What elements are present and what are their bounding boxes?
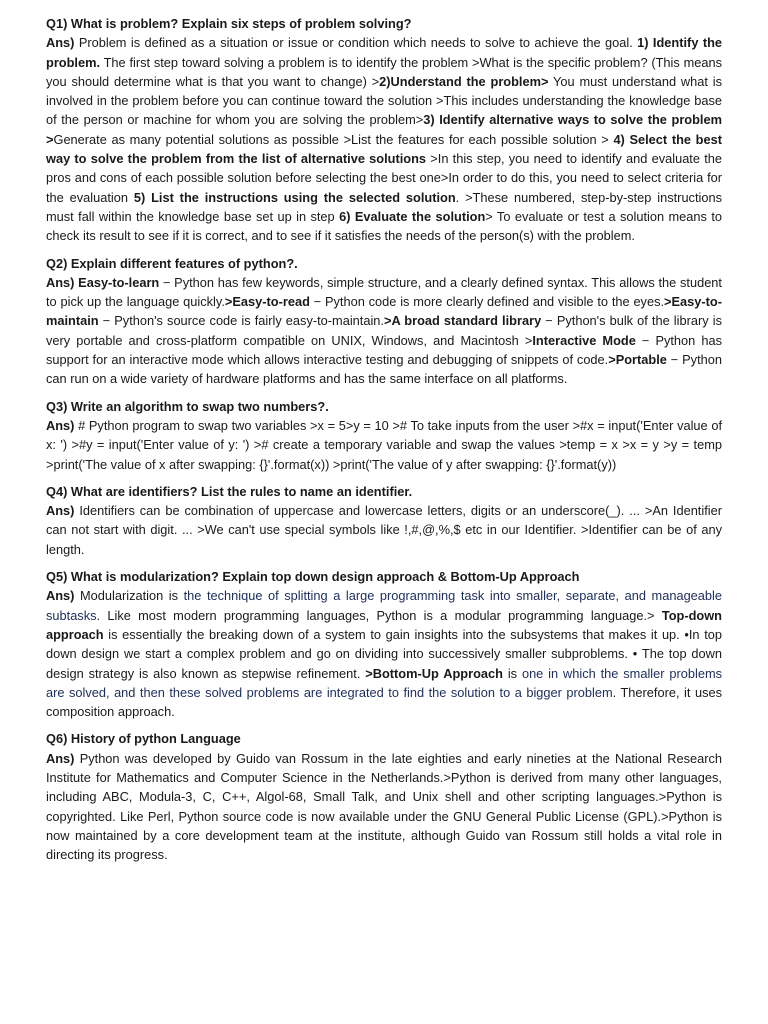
answer-paragraph [46,501,722,559]
question-heading: Q1) What is problem? Explain six steps of problem solving? [46,16,412,31]
question-heading: Q4) What are identifiers? List the rules to name an identifier. [46,483,413,499]
answer-bold-run: >Easy-to-read [224,294,310,310]
answer-text-run: >In this step, you need to identify and evaluate the pros and cons of each possible solution before selecting the best one>In order to do this, you need to select criteria for the evaluation [46,151,723,205]
answer-bold-run: Ans) [46,274,75,290]
answer-bold-run: 4) Select the best way to solve the problem from the list of alternative solutions [46,131,722,167]
answer-paragraph [46,416,722,474]
qa-section-6 [46,729,722,864]
answer-text-run: − Python has support for an interactive mode which allows interactive testing and debugging of snippets of code. [46,332,722,368]
qa-section-5 [46,567,722,721]
answer-text-run: Python was developed by Guido van Rossum in the late eighties and early nineties at the National Research Institute for Mathematics and Computer Science in the Netherlands.>Python is derived from many other languages, including ABC, Modula-3, C, C++, Algol-68, Small Talk, and Unix shell and other scripting languages.>Python is copyrighted. Like Perl, Python source code is now available under the GNU General Public License (GPL).>Python is now maintained by a core development team at the institute, although Guido van Rossum still holds a vital role in directing its progress. [46,750,722,863]
answer-text-run: # Python program to swap two variables >x = 5>y = 10 ># To take inputs from the user >#x = input('Enter value of x: ') >#y = input('Enter value of y: ') ># create a temporary variable and swap the values >temp = x >x = y >y = temp >print('The value of x after swapping: {}'.format(x)) >print('The value of y after swapping: {}'.format(y)) [46,417,722,472]
answer-bold-run: >A broad standard library [383,313,542,329]
answer-text-run: is [502,665,522,681]
answer-text-run: is essentially the breaking down of a system to gain insights into the subsystems that makes it up. •In top down design we start a complex problem and go on dividing into successively smaller subproblems. • The top down design strategy is also known as stepwise refinement. [46,626,722,681]
answer-text-run: − Python's bulk of the library is very portable and cross-platform compatible on UNIX, Windows, and Macintosh > [46,313,722,348]
answer-text-run: . >These numbered, step-by-step instructions must fall within the knowledge base set up in step [46,189,722,224]
answer-paragraph [46,586,722,721]
answer-text-run: Generate as many potential solutions as possible >List the features for each possible solution > [53,131,614,147]
qa-section-4 [46,482,722,559]
answer-paragraph [46,33,722,245]
answer-bold-run: >Bottom-Up Approach [365,665,503,681]
answer-bold-run: Top-down approach [46,607,722,642]
answer-bold-run: >Portable [608,352,667,368]
question-heading: Q2) Explain different features of python?. [46,255,298,271]
answer-text-run: one in which the smaller problems are solved, and then these solved problems are integrated to find the solution to a bigger problem [46,665,723,700]
qa-section-2 [46,254,722,389]
answer-bold-run: 3) Identify alternative ways to solve the problem > [46,112,722,147]
answer-text-run: > To evaluate or test a solution means to check its result to see if it is correct, and to see if it satisfies the needs of the person(s) with the problem. [46,208,722,244]
answer-text-run: The first step toward solving a problem is to identify the problem >What is the specific problem? (This means you should determine what is that you want to change) > [46,54,722,89]
answer-text-run: . Like most modern programming languages, Python is a modular programming language.> [96,607,662,623]
answer-bold-run: 2)Understand the problem> [379,73,549,89]
answer-bold-run: Ans) [46,588,75,604]
answer-text-run: − Python can run on a wide variety of hardware platforms and has the same interface on all platforms. [46,352,722,387]
answer-paragraph [46,273,722,389]
answer-bold-run: Ans) [46,417,75,433]
answer-bold-run: Ans) [46,35,75,51]
answer-bold-run: Easy-to-learn [78,274,160,290]
answer-text-run: − Python's source code is fairly easy-to-maintain. [98,313,384,329]
answer-bold-run: Ans) [46,503,75,519]
answer-bold-run: Interactive Mode [532,332,636,348]
answer-text-run: − Python code is more clearly defined and visible to the eyes. [309,294,665,310]
answer-bold-run: >Easy-to-maintain [46,294,722,329]
qa-section-1 [46,14,722,246]
answer-text-run: − Python has few keywords, simple structure, and a clearly defined syntax. This allows the student to pick up the language quickly. [46,274,722,310]
answer-text-run: Identifiers can be combination of uppercase and lowercase letters, digits or an underscore(_). ... >An Identifier can not start with digit. ... >We can't use special symbols like !,#,@,%,$ etc in our Identifier. >Identifier can be of any length. [46,503,722,557]
answer-bold-run: 6) Evaluate the solution [339,208,486,224]
question-heading: Q5) What is modularization? Explain top down design approach & Bottom-Up Approach [46,569,580,585]
question-heading: Q3) Write an algorithm to swap two numbers?. [46,398,329,414]
answer-text-run: Modularization is [74,588,184,604]
answer-text-run: You must understand what is involved in the problem before you can continue toward the solution >This includes understanding the knowledge base of the person or machine for whom you are solving the problem> [46,73,722,128]
answer-text-run: Problem is defined as a situation or issue or condition which needs to solve to achieve the goal. [74,35,638,51]
answer-text-run: . Therefore, it uses composition approach. [46,684,722,720]
question-heading: Q6) History of python Language [46,731,241,747]
answer-bold-run: 1) Identify the problem. [46,35,723,70]
answer-bold-run: 5) List the instructions using the selected solution [133,189,456,205]
answer-bold-run: Ans) [46,750,75,766]
qa-section-3 [46,397,722,474]
answer-paragraph [46,749,722,865]
answer-text-run: the technique of splitting a large programming task into smaller, separate, and manageable subtasks [46,588,722,623]
